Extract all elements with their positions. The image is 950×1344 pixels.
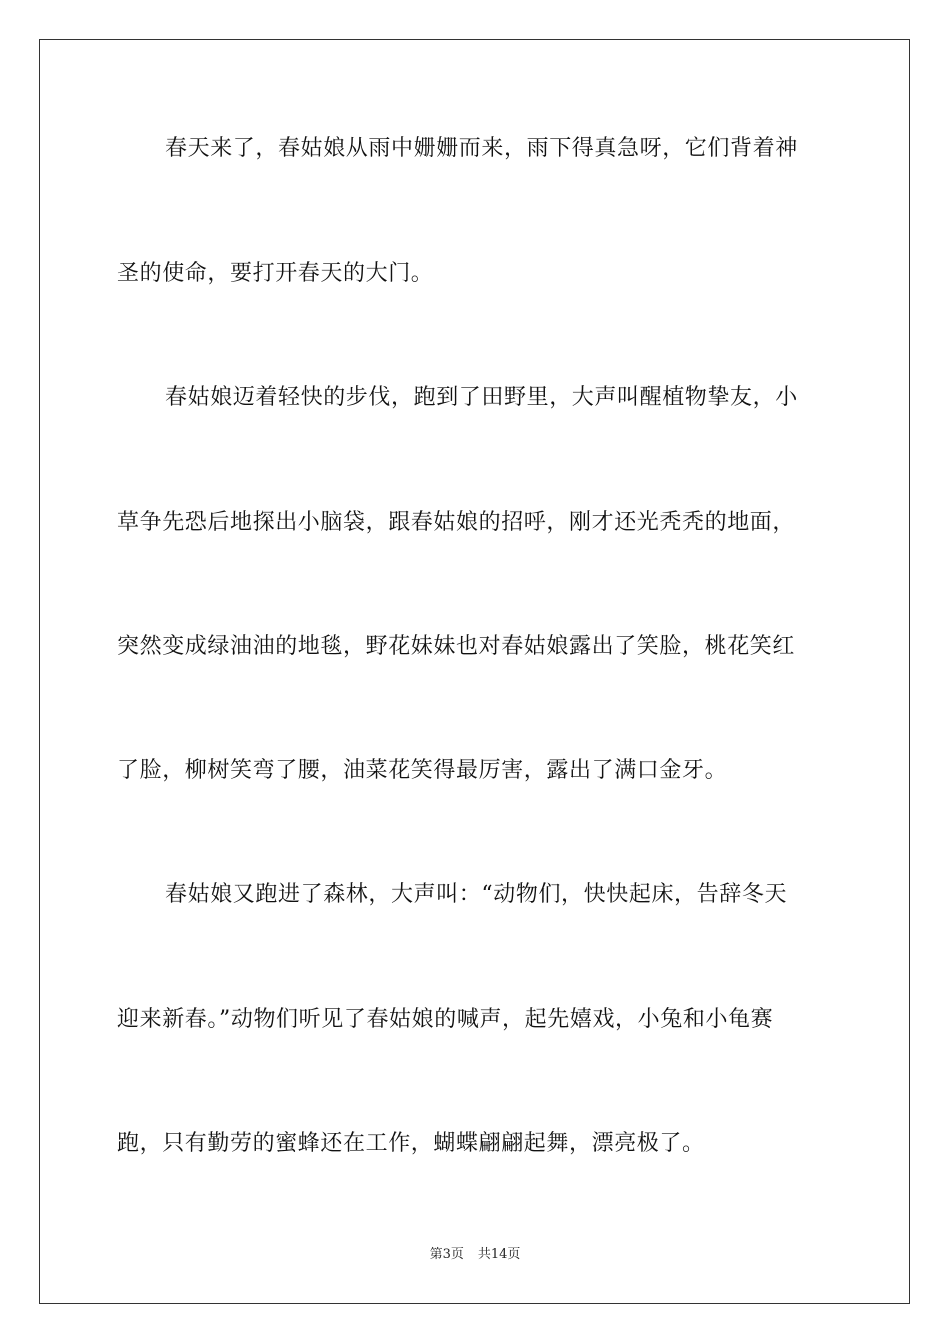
paragraph-2-line-2: 草争先恐后地探出小脑袋，跟春姑娘的招呼，刚才还光秃秃的地面， — [117, 510, 796, 535]
paragraph-2-line-1: 春姑娘迈着轻快的步伐，跑到了田野里，大声叫醒植物挚友，小 — [165, 385, 798, 410]
paragraph-1-line-2: 圣的使命，要打开春天的大门。 — [117, 261, 434, 286]
paragraph-3-line-3: 跑，只有勤劳的蜜蜂还在工作，蝴蝶翩翩起舞，漂亮极了。 — [117, 1131, 705, 1156]
paragraph-2-line-3: 突然变成绿油油的地毯，野花妹妹也对春姑娘露出了笑脸，桃花笑红 — [117, 634, 796, 659]
page-footer — [0, 1246, 950, 1264]
paragraph-1-line-1: 春天来了，春姑娘从雨中姗姗而来，雨下得真急呀，它们背着神 — [165, 136, 798, 161]
page-number: 第3页 — [429, 1247, 464, 1262]
paragraph-3-line-2: 迎来新春。”动物们听见了春姑娘的喊声，起先嬉戏，小兔和小龟赛 — [117, 1007, 774, 1032]
paragraph-2-line-4: 了脸，柳树笑弯了腰，油菜花笑得最厉害，露出了满口金牙。 — [117, 758, 728, 783]
paragraph-3-line-1: 春姑娘又跑进了森林，大声叫：“动物们，快快起床，告辞冬天 — [165, 882, 788, 907]
page-total: 共14页 — [477, 1247, 521, 1262]
page-frame — [39, 39, 910, 1304]
